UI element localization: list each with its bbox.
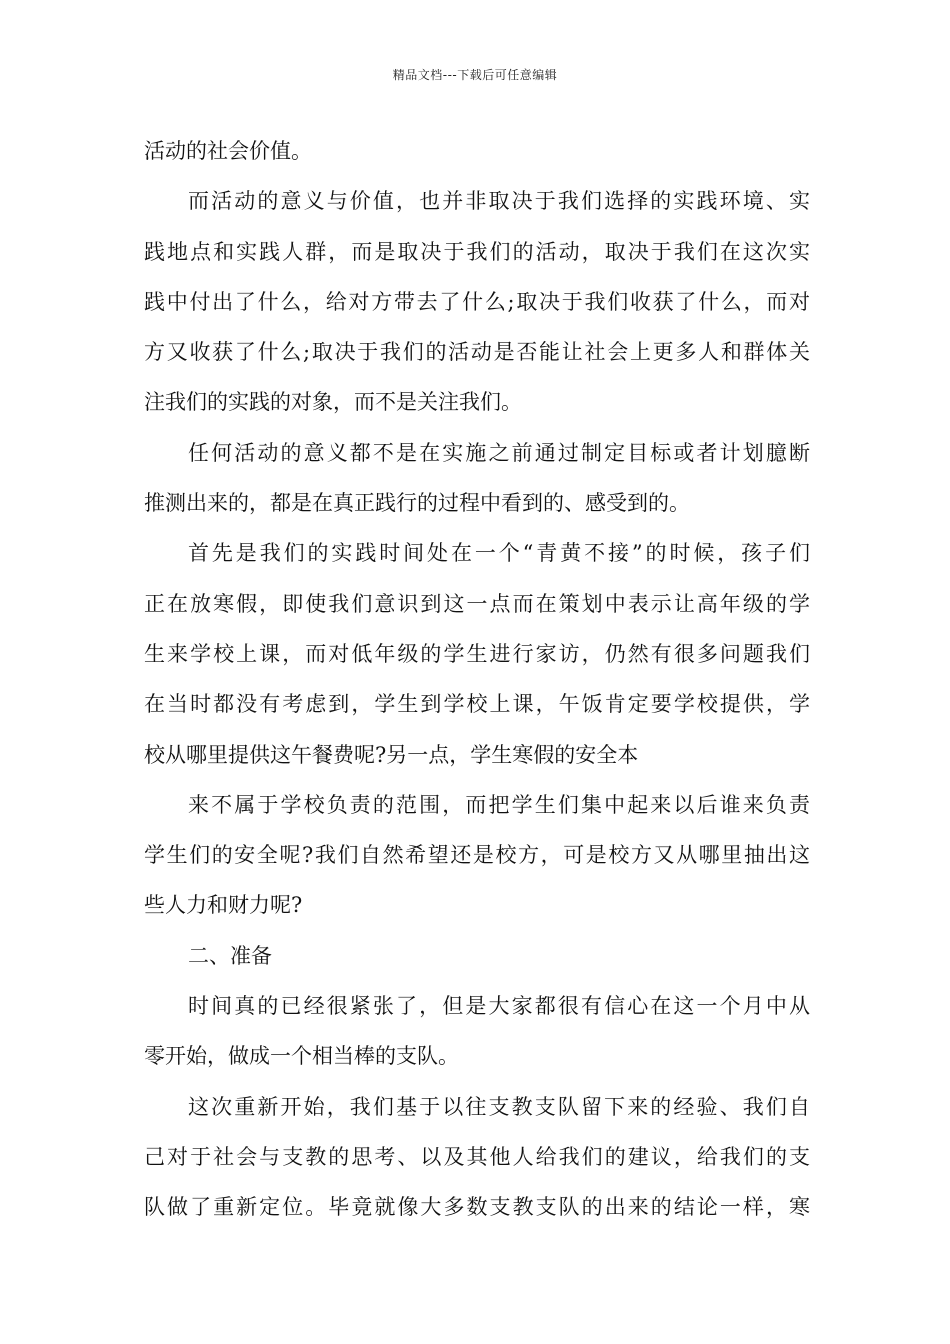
text-line: 首先是我们的实践时间处在一个“青黄不接”的时候，孩子们	[188, 541, 810, 566]
text-line: 在当时都没有考虑到，学生到学校上课，午饭肯定要学校提供，学	[144, 692, 810, 717]
text-line: 校从哪里提供这午餐费呢?另一点，学生寒假的安全本	[144, 742, 639, 767]
text-line: 己对于社会与支教的思考、以及其他人给我们的建议，给我们的支	[144, 1144, 810, 1169]
paragraph	[144, 126, 810, 176]
text-line: 践地点和实践人群，而是取决于我们的活动，取决于我们在这次实	[144, 239, 810, 264]
text-line: 时间真的已经很紧张了，但是大家都很有信心在这一个月中从	[188, 994, 810, 1019]
section-heading	[144, 931, 810, 981]
text-line: 学生们的安全呢?我们自然希望还是校方，可是校方又从哪里抽出这	[144, 843, 810, 868]
text-line: 生来学校上课，而对低年级的学生进行家访，仍然有很多问题我们	[144, 641, 810, 666]
page-header: 精品文档---下载后可任意编辑	[392, 68, 558, 82]
paragraph	[144, 780, 810, 931]
text-line: 些人力和财力呢?	[144, 893, 303, 918]
text-line: 活动的社会价值。	[144, 139, 312, 163]
paragraph	[144, 528, 810, 779]
paragraph	[144, 428, 810, 529]
text-line: 正在放寒假，即使我们意识到这一点而在策划中表示让高年级的学	[144, 591, 810, 616]
text-line: 二、准备	[188, 943, 272, 968]
text-line: 队做了重新定位。毕竟就像大多数支教支队的出来的结论一样，寒	[144, 1195, 810, 1220]
text-line: 注我们的实践的对象，而不是关注我们。	[144, 390, 522, 415]
paragraph	[144, 176, 810, 427]
document-body	[144, 126, 810, 1233]
text-line: 推测出来的，都是在真正践行的过程中看到的、感受到的。	[144, 491, 690, 516]
text-line: 这次重新开始，我们基于以往支教支队留下来的经验、我们自	[188, 1094, 810, 1119]
paragraph	[144, 1082, 810, 1233]
text-line: 方又收获了什么;取决于我们的活动是否能让社会上更多人和群体关	[144, 340, 810, 365]
text-line: 任何活动的意义都不是在实施之前通过制定目标或者计划臆断	[188, 440, 810, 465]
text-line: 践中付出了什么，给对方带去了什么;取决于我们收获了什么，而对	[144, 289, 810, 314]
paragraph	[144, 981, 810, 1082]
text-line: 而活动的意义与价值，也并非取决于我们选择的实践环境、实	[188, 189, 810, 214]
text-line: 零开始，做成一个相当棒的支队。	[144, 1044, 459, 1069]
text-line: 来不属于学校负责的范围，而把学生们集中起来以后谁来负责	[188, 792, 810, 817]
